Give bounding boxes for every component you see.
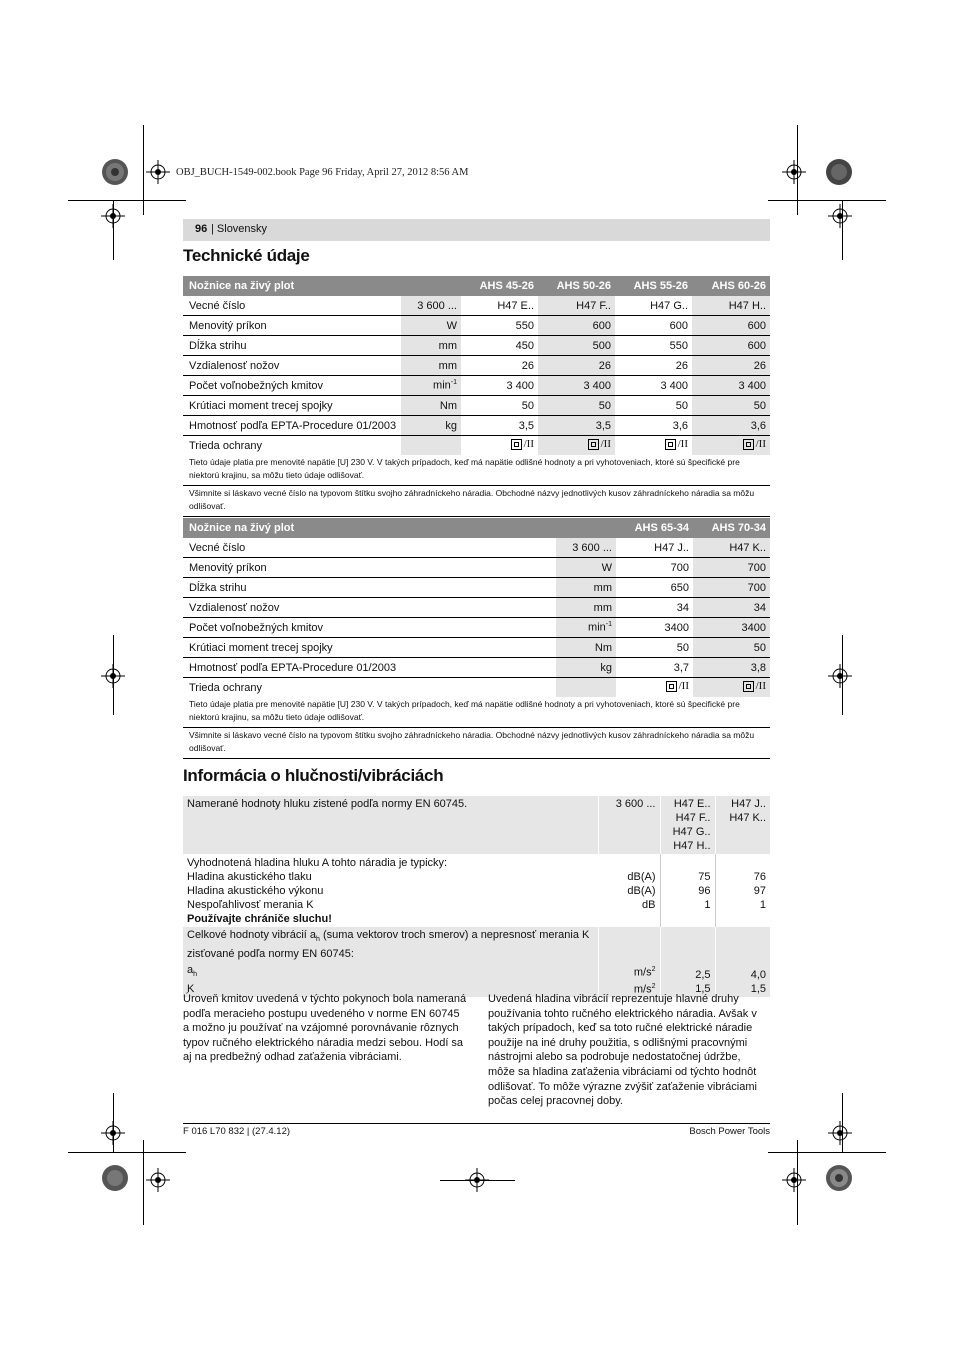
row-unit: 3 600 ... <box>556 538 616 558</box>
cell-value: 3400 <box>693 618 770 638</box>
crop-line <box>113 200 114 260</box>
protection-class-icon <box>743 439 754 450</box>
cell-value: 26 <box>538 356 615 376</box>
cell-value: 3 400 <box>461 376 538 396</box>
cell-value: 26 <box>692 356 770 376</box>
cell-value: 650 <box>616 578 693 598</box>
row-unit: kg <box>401 416 461 436</box>
crop-line <box>768 200 886 201</box>
paragraph-left: Úroveň kmitov uvedená v týchto pokynoch bola nameraná podľa meracieho postupu uvedeného v norme EN 60745 a možno ju používať na vzájomné porovnávanie rôznych typov ručného elektrického náradia medzi sebou. Hodí sa aj na predbežný odhad zaťaženia vibráciami. <box>183 993 467 1064</box>
table-header-cell: Nožnice na živý plot <box>183 518 556 538</box>
cell-value: 600 <box>692 336 770 356</box>
crosshair-mark-icon <box>782 1168 806 1192</box>
footer-rule <box>183 1123 770 1124</box>
cell-value: 34 <box>693 598 770 618</box>
cell-value: 4,0 <box>750 969 766 982</box>
cell-value: 3,6 <box>615 416 692 436</box>
cell-value: 50 <box>616 638 693 658</box>
table-note: Tieto údaje platia pre menovité napätie [U] 230 V. V takých prípadoch, keď má napätie odlišné hodnoty a pri vyhotoveniach, ktoré sú špecifické pre niektorú krajinu, sa môžu tieto údaje odlišovať. <box>183 697 770 728</box>
table-header-cell: AHS 70-34 <box>693 518 770 538</box>
table-row <box>183 436 770 456</box>
cell-value: 3,6 <box>692 416 770 436</box>
subscript: h <box>316 936 320 944</box>
row-unit: Nm <box>401 396 461 416</box>
row-label: Počet voľnobežných kmitov <box>183 618 556 638</box>
vibration-labels <box>183 927 598 997</box>
unit-text: min <box>588 621 606 634</box>
cell-value: 500 <box>538 336 615 356</box>
protection-class-icon <box>665 439 676 450</box>
cell-value: 34 <box>616 598 693 618</box>
row-unit <box>556 678 616 698</box>
cell-value: 550 <box>461 316 538 336</box>
table-row <box>183 316 770 336</box>
print-registration-rosette <box>825 158 853 186</box>
model-code: H47 E.. <box>673 798 711 810</box>
table-row <box>183 578 770 598</box>
row-label: Krútiaci moment trecej spojky <box>183 638 556 658</box>
model-list-1 <box>660 796 715 854</box>
paragraph-right: Uvedená hladina vibrácií reprezentuje hlavné druhy používania tohto ručného elektrického náradia. Avšak v takých prípadoch, keď sa toto ručné elektrické náradie použije na iné druhy použitia, s odlišnými pracovnými nástrojmi alebo sa podrobuje nedostatočnej údržbe, môže sa hladina zaťaženia vibráciami od týchto hodnôt odlišovať. To môže výrazne zvýšiť zaťaženie vibráciami počas celej pracovnej doby. <box>488 993 757 1108</box>
cell-value: H47 G.. <box>615 296 692 316</box>
cell-value: 600 <box>615 316 692 336</box>
row-unit <box>401 436 461 456</box>
row-unit: mm <box>556 578 616 598</box>
row-label: a <box>187 964 194 977</box>
row-unit: dB(A) <box>627 871 656 883</box>
cell-value: 50 <box>538 396 615 416</box>
cell-value: 600 <box>538 316 615 336</box>
table-header-cell: AHS 50-26 <box>538 276 615 296</box>
crop-line <box>113 635 114 715</box>
vibration-heading <box>187 928 594 961</box>
crop-line <box>68 200 186 201</box>
table-header-cell: AHS 60-26 <box>692 276 770 296</box>
row-unit <box>401 376 461 396</box>
crop-line <box>842 1093 843 1153</box>
noise-units <box>598 854 660 927</box>
row-unit: W <box>556 558 616 578</box>
cell-value: 550 <box>615 336 692 356</box>
cell-value: 3 400 <box>692 376 770 396</box>
unit-superscript: -1 <box>450 379 457 387</box>
section-title-technical-data: Technické údaje <box>183 246 310 265</box>
cell-value: 450 <box>461 336 538 356</box>
footer-right: Bosch Power Tools <box>689 1126 770 1137</box>
crosshair-mark-icon <box>146 160 170 184</box>
protection-class-icon <box>666 681 677 692</box>
table-row <box>183 618 770 638</box>
cell-value <box>693 678 770 698</box>
crop-line <box>113 1093 114 1153</box>
table-row <box>183 598 770 618</box>
table-row <box>183 416 770 436</box>
cell-value: 3,5 <box>461 416 538 436</box>
table-header-cell <box>401 276 461 296</box>
superscript: 2 <box>651 966 656 974</box>
row-label: Nespoľahlivosť merania K <box>187 899 314 911</box>
row-unit: mm <box>401 336 461 356</box>
row-unit: 3 600 ... <box>401 296 461 316</box>
cell-value: H47 F.. <box>538 296 615 316</box>
cell-value: 76 <box>753 871 766 883</box>
crosshair-mark-icon <box>146 1168 170 1192</box>
protection-value: /II <box>678 680 689 693</box>
vibration-heading-text: (suma vektorov troch smerov) a nepresnosť merania K zisťované podľa normy EN 60745: <box>187 929 590 961</box>
table-row <box>183 678 770 698</box>
vibration-heading-text: Celkové hodnoty vibrácií a <box>187 929 317 941</box>
vibration-units <box>598 927 660 997</box>
page-number: 96 <box>195 223 208 235</box>
protection-value: /II <box>755 680 766 693</box>
row-label: Menovitý príkon <box>183 316 401 336</box>
cell-value <box>461 436 538 456</box>
cell-value: 600 <box>692 316 770 336</box>
table-note: Všimnite si láskavo vecné číslo na typovom štítku svojho záhradníckeho náradia. Obchodné názvy jednotlivých kusov záhradníckeho náradia sa môžu odlišovať. <box>183 728 770 759</box>
book-file-info: OBJ_BUCH-1549-002.book Page 96 Friday, April 27, 2012 8:56 AM <box>176 167 469 178</box>
cell-value <box>615 436 692 456</box>
cell-value: 50 <box>693 638 770 658</box>
cell-value: 3 400 <box>615 376 692 396</box>
row-label: Hladina akustického tlaku <box>187 871 312 883</box>
noise-values-1 <box>660 854 715 927</box>
cell-value: H47 E.. <box>461 296 538 316</box>
cell-value: 3400 <box>616 618 693 638</box>
table-row <box>183 927 770 997</box>
crosshair-mark-icon <box>828 1121 852 1145</box>
protection-value: /II <box>523 438 534 451</box>
spec-table-2 <box>183 518 770 759</box>
protection-value: /II <box>677 438 688 451</box>
cell-value: 1 <box>704 899 711 911</box>
model-code: H47 F.. <box>675 812 711 824</box>
cell-value: 3,5 <box>538 416 615 436</box>
table-row <box>183 296 770 316</box>
vibration-values-2 <box>715 927 770 997</box>
protection-value: /II <box>600 438 611 451</box>
row-label: Trieda ochrany <box>189 439 262 452</box>
crop-line <box>797 125 798 215</box>
crosshair-mark-icon <box>828 664 852 688</box>
table-row <box>183 356 770 376</box>
page-header-bar <box>183 219 770 241</box>
print-registration-rosette <box>825 1164 853 1192</box>
cell-value: 96 <box>698 885 711 897</box>
table-row <box>183 558 770 578</box>
row-label: Hladina akustického výkonu <box>187 885 324 897</box>
row-label: Menovitý príkon <box>183 558 556 578</box>
cell-value <box>616 678 693 698</box>
cell-value: H47 J.. <box>616 538 693 558</box>
row-unit: Nm <box>556 638 616 658</box>
cell-value: 700 <box>693 558 770 578</box>
crop-line <box>68 1152 186 1153</box>
cell-value: 1,5 <box>695 983 711 996</box>
model-code: H47 H.. <box>673 840 711 852</box>
crop-line <box>768 1152 886 1153</box>
cell-value: 50 <box>615 396 692 416</box>
table-note: Všimnite si láskavo vecné číslo na typovom štítku svojho záhradníckeho náradia. Obchodné názvy jednotlivých kusov záhradníckeho náradia sa môžu odlišovať. <box>183 486 770 517</box>
vibration-values-1 <box>660 927 715 997</box>
cell-value: 26 <box>461 356 538 376</box>
subscript: h <box>193 971 198 979</box>
row-label: Vecné číslo <box>183 538 556 558</box>
crop-line <box>143 1140 144 1225</box>
protection-value: /II <box>755 438 766 451</box>
footer-left: F 016 L70 832 | (27.4.12) <box>183 1126 291 1137</box>
protection-class-icon <box>511 439 522 450</box>
print-registration-rosette <box>101 1164 129 1192</box>
table-row <box>183 796 770 854</box>
cell-value: 75 <box>698 871 711 883</box>
page-language: | Slovensky <box>211 223 268 235</box>
table-row <box>183 336 770 356</box>
table-row <box>183 396 770 416</box>
noise-intro-unit: 3 600 ... <box>598 796 660 854</box>
cell-value: 97 <box>753 885 766 897</box>
cell-value: 3,8 <box>693 658 770 678</box>
cell-value <box>538 436 615 456</box>
superscript: 2 <box>651 982 656 990</box>
model-code: H47 K.. <box>729 812 766 824</box>
noise-values-2 <box>715 854 770 927</box>
noise-vibration-table <box>183 796 770 997</box>
cell-value: 2,5 <box>695 969 711 982</box>
table-note: Tieto údaje platia pre menovité napätie [U] 230 V. V takých prípadoch, keď má napätie odlišné hodnoty a pri vyhotoveniach, ktoré sú špecifické pre niektorú krajinu, sa môžu tieto údaje odlišovať. <box>183 455 770 486</box>
protection-class-icon <box>743 681 754 692</box>
cell-value: H47 H.. <box>692 296 770 316</box>
unit-superscript: -1 <box>605 621 612 629</box>
cell-value: 50 <box>461 396 538 416</box>
crop-line <box>797 1140 798 1225</box>
row-unit: m/s <box>633 966 652 979</box>
row-label: Dĺžka strihu <box>183 578 556 598</box>
crop-line <box>440 1180 515 1181</box>
print-registration-rosette <box>101 158 129 186</box>
table-header-cell: Nožnice na živý plot <box>183 276 401 296</box>
row-label: Vzdialenosť nožov <box>183 356 401 376</box>
crosshair-mark-icon <box>828 204 852 228</box>
section-title-noise-vibration: Informácia o hlučnosti/vibráciách <box>183 766 444 785</box>
cell-value: 700 <box>616 558 693 578</box>
table-header-cell: AHS 45-26 <box>461 276 538 296</box>
row-unit: kg <box>556 658 616 678</box>
row-label: Hmotnosť podľa EPTA-Procedure 01/2003 <box>183 416 401 436</box>
crosshair-mark-icon <box>782 160 806 184</box>
noise-labels <box>183 854 598 927</box>
row-unit <box>556 618 616 638</box>
model-list-2 <box>715 796 770 854</box>
crop-line <box>842 200 843 260</box>
row-label: Trieda ochrany <box>189 681 262 694</box>
cell-value: 3 400 <box>538 376 615 396</box>
noise-eval-heading: Vyhodnotená hladina hluku A tohto náradia je typicky: <box>187 857 448 869</box>
table-header-cell: AHS 65-34 <box>616 518 693 538</box>
table-row <box>183 638 770 658</box>
unit-text: min <box>433 379 451 392</box>
noise-intro: Namerané hodnoty hluku zistené podľa normy EN 60745. <box>183 796 598 854</box>
row-unit: dB(A) <box>627 885 656 897</box>
protection-class-icon <box>588 439 599 450</box>
model-code: H47 G.. <box>672 826 711 838</box>
row-label: Vzdialenosť nožov <box>183 598 556 618</box>
table-row <box>183 658 770 678</box>
table-header-cell <box>556 518 616 538</box>
table-row <box>183 854 770 927</box>
table-header-cell: AHS 55-26 <box>615 276 692 296</box>
model-code: H47 J.. <box>731 798 766 810</box>
cell-value: H47 K.. <box>693 538 770 558</box>
cell-value: 1 <box>759 899 766 911</box>
row-unit: mm <box>401 356 461 376</box>
cell-value: 700 <box>693 578 770 598</box>
cell-value <box>692 436 770 456</box>
row-label: Vecné číslo <box>183 296 401 316</box>
table-row <box>183 376 770 396</box>
cell-value: 1,5 <box>750 983 766 996</box>
row-label: K <box>187 983 195 996</box>
row-label: Krútiaci moment trecej spojky <box>183 396 401 416</box>
table-row <box>183 538 770 558</box>
crop-line <box>842 635 843 715</box>
crop-line <box>143 125 144 215</box>
spec-table-1 <box>183 276 770 517</box>
row-label: Hmotnosť podľa EPTA-Procedure 01/2003 <box>183 658 556 678</box>
row-unit: mm <box>556 598 616 618</box>
row-label: Dĺžka strihu <box>183 336 401 356</box>
row-unit: m/s <box>633 983 652 996</box>
cell-value: 50 <box>692 396 770 416</box>
hearing-warning: Používajte chrániče sluchu! <box>187 913 332 925</box>
row-unit: W <box>401 316 461 336</box>
cell-value: 3,7 <box>616 658 693 678</box>
row-label: Počet voľnobežných kmitov <box>183 376 401 396</box>
cell-value: 26 <box>615 356 692 376</box>
row-unit: dB <box>642 899 656 911</box>
